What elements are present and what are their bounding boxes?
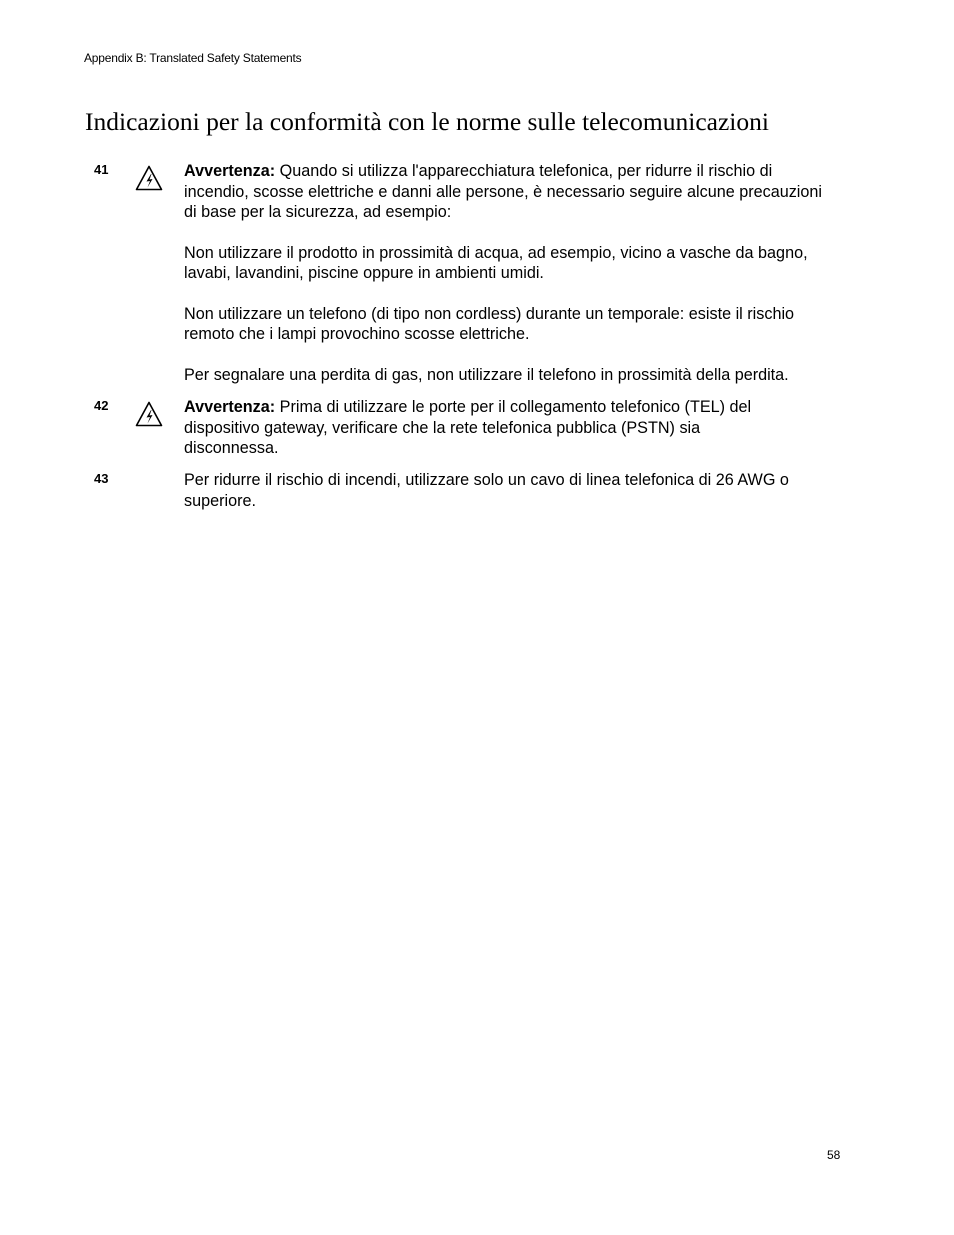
statement-body: [184, 470, 834, 511]
statement-paragraph: [184, 161, 834, 223]
statement-body: [184, 397, 794, 459]
running-header: Appendix B: Translated Safety Statements: [84, 51, 302, 65]
safety-statement-43: [0, 470, 954, 514]
statement-text: Quando si utilizza l'apparecchiatura telefonica, per ridurre il rischio di incendio, scosse elettriche e danni alle persone, è necessario seguire alcune precauzioni di base per la sicurezza, ad esempio:: [184, 162, 822, 221]
warning-electrical-hazard-icon: [135, 165, 163, 191]
statement-body: [184, 161, 834, 385]
warning-electrical-hazard-icon: [135, 401, 163, 427]
statement-paragraph: Non utilizzare il prodotto in prossimità di acqua, ad esempio, vicino a vasche da bagno, lavabi, lavandini, piscine oppure in ambienti umidi.: [184, 243, 808, 282]
safety-statement-41: [0, 161, 954, 386]
statement-paragraph: [184, 397, 794, 459]
safety-statement-42: [0, 397, 954, 461]
statement-text: Prima di utilizzare le porte per il collegamento telefonico (TEL) del dispositivo gateway, verificare che la rete telefonica pubblica (PSTN) sia disconnessa.: [184, 398, 752, 457]
statement-paragraph: Per ridurre il rischio di incendi, utilizzare solo un cavo di linea telefonica di 26 AWG o superiore.: [184, 471, 789, 510]
statement-number: 41: [94, 162, 109, 177]
statement-number: 42: [94, 398, 109, 413]
warning-label: Avvertenza:: [184, 398, 276, 416]
statement-paragraph: Per segnalare una perdita di gas, non utilizzare il telefono in prossimità della perdita.: [184, 365, 789, 384]
statement-number: 43: [94, 471, 109, 486]
statement-paragraph: Non utilizzare un telefono (di tipo non cordless) durante un temporale: esiste il rischio remoto che i lampi provochino scosse elettriche.: [184, 304, 795, 343]
warning-label: Avvertenza:: [184, 162, 276, 180]
page-number: 58: [827, 1148, 841, 1162]
section-title: Indicazioni per la conformità con le norme sulle telecomunicazioni: [85, 107, 769, 136]
